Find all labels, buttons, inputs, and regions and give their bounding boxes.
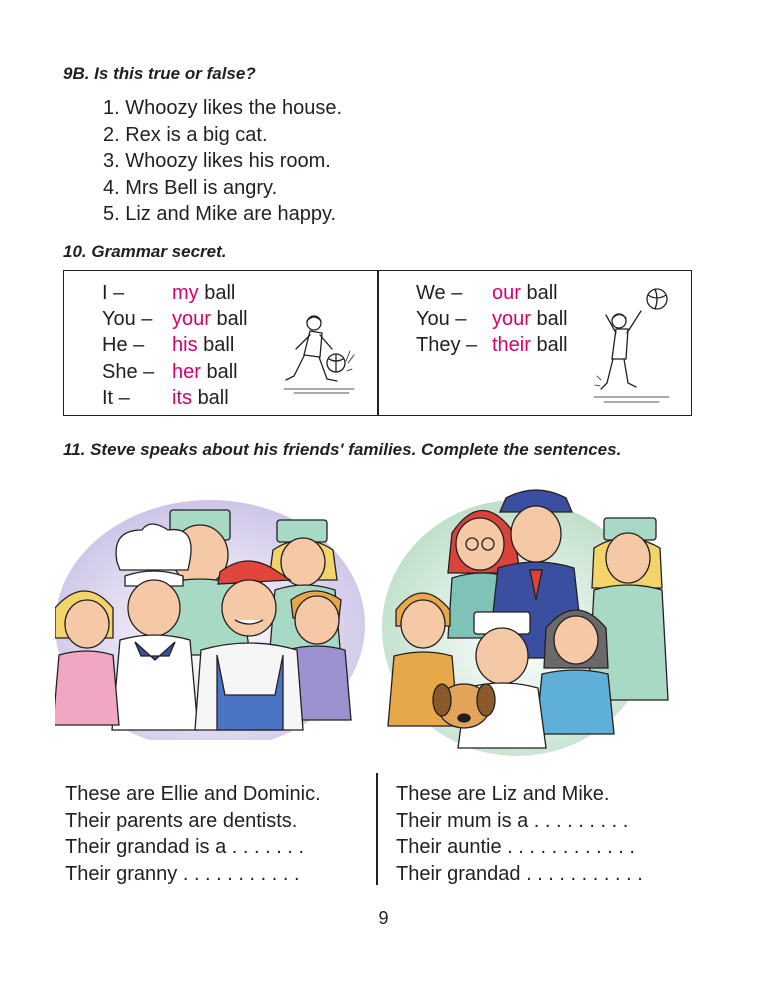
- possessive: [172, 385, 248, 411]
- possessive-word: your: [172, 307, 211, 330]
- list-item: 2. Rex is a big cat.: [103, 123, 268, 146]
- table-row: [102, 280, 248, 306]
- table-row: [102, 333, 248, 359]
- noun: ball: [216, 307, 248, 330]
- noun: ball: [526, 281, 558, 304]
- right-sentences: [396, 781, 643, 887]
- possessive: [172, 306, 248, 332]
- table-row: [416, 306, 568, 332]
- possessive: [492, 280, 568, 306]
- ellie-dominic-family-illustration: [55, 490, 365, 740]
- list-item: 1. Whoozy likes the house.: [103, 97, 343, 119]
- page-number: 9: [378, 908, 389, 928]
- possessive-word: its: [172, 386, 192, 409]
- sentence-line: These are Liz and Mike.: [396, 783, 610, 805]
- possessive-word: her: [172, 360, 201, 383]
- section-11-heading: 11. Steve speaks about his friends' families. Complete the sentences.: [63, 440, 622, 459]
- noun: ball: [206, 360, 238, 383]
- sentence-line: Their grandad is a . . . . . . .: [65, 836, 304, 858]
- boy-catching-ball-illustration: [589, 281, 679, 407]
- pronoun: They –: [416, 334, 478, 357]
- noun: ball: [204, 281, 236, 304]
- possessive: [492, 306, 568, 332]
- possessive-word: their: [492, 334, 531, 357]
- possessive-word: my: [172, 281, 199, 304]
- section-9b-heading: 9B. Is this true or false?: [63, 64, 256, 83]
- list-item: 5. Liz and Mike are happy.: [103, 203, 337, 225]
- grammar-box-divider: [377, 271, 379, 415]
- possessive-word: his: [172, 334, 198, 357]
- plural-pronoun-table: [416, 280, 568, 359]
- possessive-word: our: [492, 281, 521, 304]
- table-row: [416, 333, 568, 359]
- possessive-word: your: [492, 307, 531, 330]
- noun: ball: [197, 386, 229, 409]
- noun: ball: [536, 307, 568, 330]
- table-row: [102, 359, 248, 385]
- left-sentences: [65, 781, 321, 887]
- true-false-list: [103, 95, 342, 228]
- noun: ball: [536, 334, 568, 357]
- boy-kicking-ball-illustration: [274, 311, 364, 403]
- sentence-line: Their auntie . . . . . . . . . . . .: [396, 836, 635, 858]
- table-row: [102, 385, 248, 411]
- sentence-line: Their mum is a . . . . . . . . .: [396, 809, 629, 832]
- grammar-box: [63, 270, 692, 416]
- pronoun: You –: [102, 307, 153, 330]
- singular-pronoun-table: [102, 280, 248, 411]
- pronoun: I –: [102, 281, 125, 304]
- section-10-heading: 10. Grammar secret.: [63, 242, 227, 261]
- sentence-line: Their parents are dentists.: [65, 809, 298, 832]
- possessive: [172, 359, 248, 385]
- liz-mike-family-illustration: [382, 478, 682, 768]
- table-row: [102, 306, 248, 332]
- pronoun: You –: [416, 307, 467, 330]
- possessive: [172, 280, 248, 306]
- pronoun: She –: [102, 360, 155, 383]
- sentence-line: These are Ellie and Dominic.: [65, 783, 321, 805]
- list-item: 4. Mrs Bell is angry.: [103, 176, 278, 199]
- list-item: 3. Whoozy likes his room.: [103, 150, 331, 172]
- sentence-line: Their grandad . . . . . . . . . . .: [396, 862, 643, 885]
- table-row: [416, 280, 568, 306]
- pronoun: We –: [416, 281, 463, 304]
- pronoun: He –: [102, 334, 145, 357]
- possessive: [492, 333, 568, 359]
- pronoun: It –: [102, 386, 130, 409]
- sentence-line: Their granny . . . . . . . . . . .: [65, 862, 300, 885]
- possessive: [172, 333, 248, 359]
- noun: ball: [203, 334, 235, 357]
- sentence-column-divider: [376, 773, 378, 885]
